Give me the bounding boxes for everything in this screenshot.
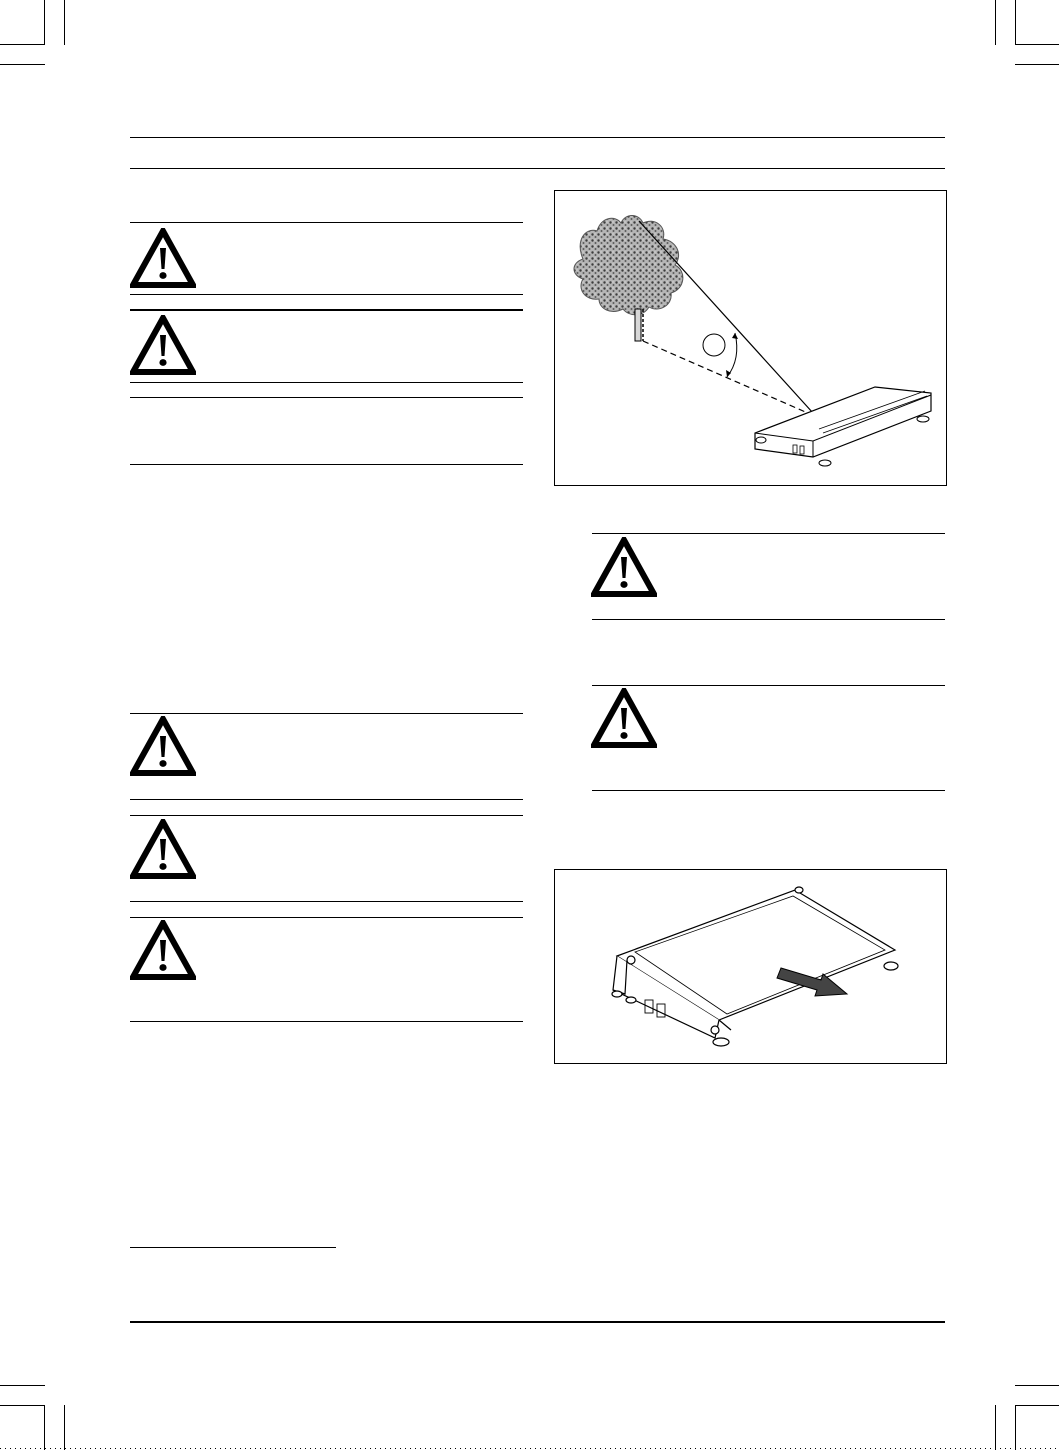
ground-line [643,341,810,414]
warning-triangle-icon [130,315,196,375]
warning-rule-bottom [130,1021,523,1022]
note-rule-bottom [130,464,523,465]
crop-mark-top-left-h [0,44,45,45]
crop-mark-bottom-left-v2 [64,1405,65,1450]
warning-rule-top [592,685,945,686]
warning-rule-bottom [130,382,523,383]
warning-rule-bottom [130,294,523,295]
crop-mark-bottom-right-h [1015,1385,1059,1386]
crop-mark-top-left-h2 [0,64,45,65]
warning-triangle-icon [130,716,196,776]
footnote-rule [130,1247,336,1248]
warning-rule-top [130,713,523,714]
figure-charging-station-plate [554,869,947,1064]
crop-mark-top-right-v2 [1015,0,1016,45]
crop-mark-top-right-h2 [1015,64,1059,65]
crop-mark-top-left-v [44,0,45,45]
warning-rule-bottom [130,799,523,800]
warning-rule-bottom [592,619,945,620]
header-rule-bottom [130,168,945,169]
warning-triangle-icon [130,228,196,288]
crop-mark-bottom-right-v [995,1405,996,1450]
angle-circle-icon [703,334,725,356]
crop-mark-top-left-v2 [64,0,65,45]
crop-mark-top-right-v [995,0,996,45]
warning-rule-top [592,533,945,534]
sight-line [639,221,813,413]
tree-icon [574,216,683,342]
warning-rule-top [130,222,523,223]
crop-mark-bottom-left-h2 [0,1405,45,1406]
note-rule-top [130,397,523,398]
warning-triangle-icon [591,537,657,597]
tree-charging-station-illustration [555,191,946,485]
footer-rule [130,1321,945,1323]
figure-tree-charging-station [554,190,947,486]
warning-rule-bottom [592,790,945,791]
crop-mark-bottom-left-h [0,1385,45,1386]
bottom-dash-line [0,1448,1059,1449]
crop-mark-top-right-h [1015,44,1059,45]
crop-mark-bottom-right-v2 [1015,1405,1016,1450]
warning-rule-top [130,815,523,816]
warning-triangle-icon [130,920,196,980]
warning-triangle-icon [591,688,657,748]
crop-mark-bottom-left-v [44,1405,45,1450]
warning-rule-top [130,917,523,918]
warning-triangle-icon [130,819,196,879]
warning-rule-top [130,309,523,311]
charging-station-plate [755,387,931,466]
crop-mark-bottom-right-h2 [1015,1405,1059,1406]
warning-rule-bottom [130,901,523,902]
header-rule-top [130,137,945,138]
charging-station-plate-illustration [555,870,946,1063]
